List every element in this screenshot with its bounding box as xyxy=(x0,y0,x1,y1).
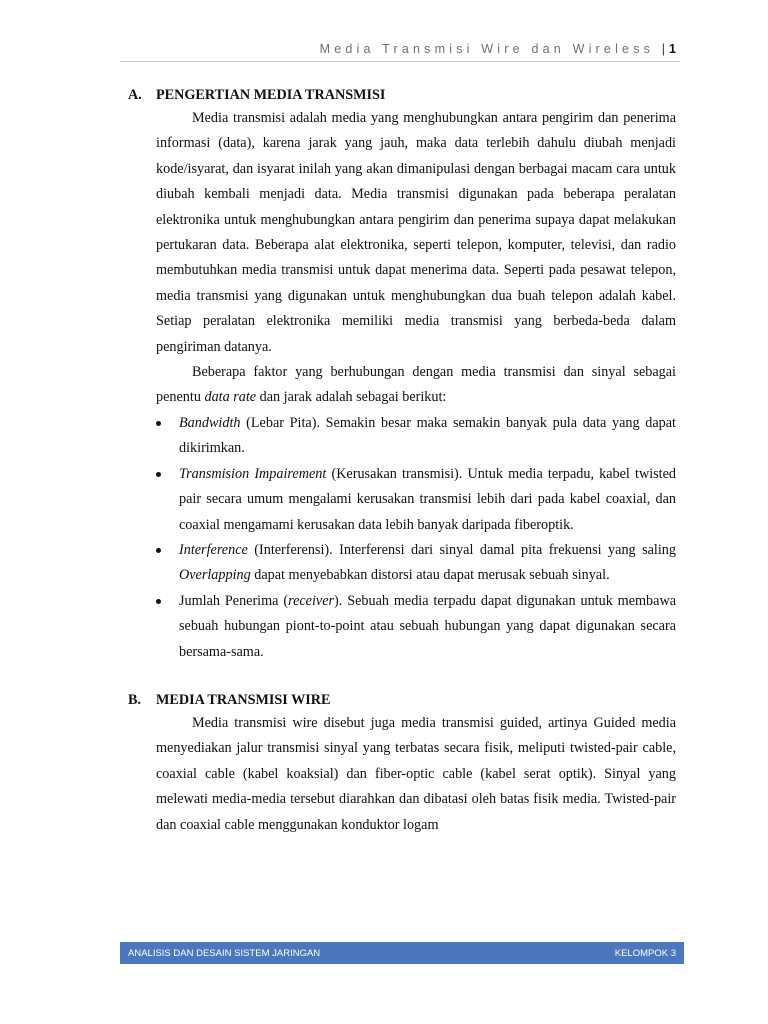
list-item-receiver-count: Jumlah Penerima (receiver). Sebuah media terpadu dapat digunakan untuk membawa sebuah hubungan piont-to-point atau sebuah hubungan yang dapat digunakan secara bersama-sama. xyxy=(156,589,676,665)
section-b-letter: B. xyxy=(128,691,142,708)
list-item-transmission-impairment: Transmision Impairement (Kerusakan transmisi). Untuk media terpadu, kabel twisted pair secara umum mengalami kerusakan transmisi lebih dari pada kabel coaxial, dan coaxial mengamami kerusakan data lebih banyak daripada fiberoptik. xyxy=(156,462,676,538)
footer-right-text: KELOMPOK 3 xyxy=(614,947,676,959)
header-title: Media Transmisi Wire dan Wireless xyxy=(319,42,655,56)
footer-left-text: ANALISIS DAN DESAIN SISTEM JARINGAN xyxy=(128,947,321,959)
section-a-paragraph-2: Beberapa faktor yang berhubungan dengan media transmisi dan sinyal sebagai penentu data rate dan jarak adalah sebagai berikut: xyxy=(156,364,676,406)
section-gap xyxy=(128,665,676,689)
list-item-interference: Interference (Interferensi). Interferensi dari sinyal damal pita frekuensi yang saling Overlapping dapat menyebabkan distorsi atau dapat merusak sebuah sinyal. xyxy=(156,538,676,589)
document-body xyxy=(128,84,676,838)
header-rule xyxy=(120,61,680,62)
section-a-letter: A. xyxy=(128,87,142,103)
section-b-heading xyxy=(128,689,676,711)
page-header xyxy=(120,42,676,56)
section-a-paragraph-1: Media transmisi adalah media yang menghubungkan antara pengirim dan penerima informasi (data), karena jarak yang jauh, maka data terlebih dahulu diubah menjadi kode/isyarat, dan isyarat inilah yang akan dimanipulasi dengan berbagai macam cara untuk diubah kembali menjadi data. Media transmisi digunakan pada beberapa peralatan elektronika untuk menghubungkan antara pengirim dan penerima supaya dapat melakukan pertukaran data. Beberapa alat elektronika, seperti telepon, komputer, televisi, dan radio membutuhkan media transmisi untuk dapat menerima data. Seperti pada pesawat telepon, media transmisi yang digunakan untuk menghubungkan dua buah telepon adalah kabel. Setiap peralatan elektronika memiliki media transmisi yang berbeda-beda dalam pengiriman datanya. xyxy=(156,110,676,355)
section-b-paragraph-1: Media transmisi wire disebut juga media transmisi guided, artinya Guided media menyediakan jalur transmisi sinyal yang terbatas secara fisik, meliputi twisted-pair cable, coaxial cable (kabel koaksial) dan fiber-optic cable (kabel serat optik). Sinyal yang melewati media-media tersebut diarahkan dan dibatasi oleh batas fisik media. Twisted-pair dan coaxial cable menggunakan konduktor logam xyxy=(156,714,676,833)
list-item-bandwidth: Bandwidth (Lebar Pita). Semakin besar maka semakin banyak pula data yang dapat dikirimkan. xyxy=(156,411,676,462)
section-a-heading xyxy=(128,84,676,106)
page-number: 1 xyxy=(669,42,676,56)
factor-list xyxy=(128,411,676,665)
header-separator: | xyxy=(661,42,666,56)
section-b-title: MEDIA TRANSMISI WIRE xyxy=(156,691,331,708)
section-a-title: PENGERTIAN MEDIA TRANSMISI xyxy=(156,87,386,103)
page-footer xyxy=(120,942,684,964)
data-rate-term: data rate xyxy=(204,389,257,406)
